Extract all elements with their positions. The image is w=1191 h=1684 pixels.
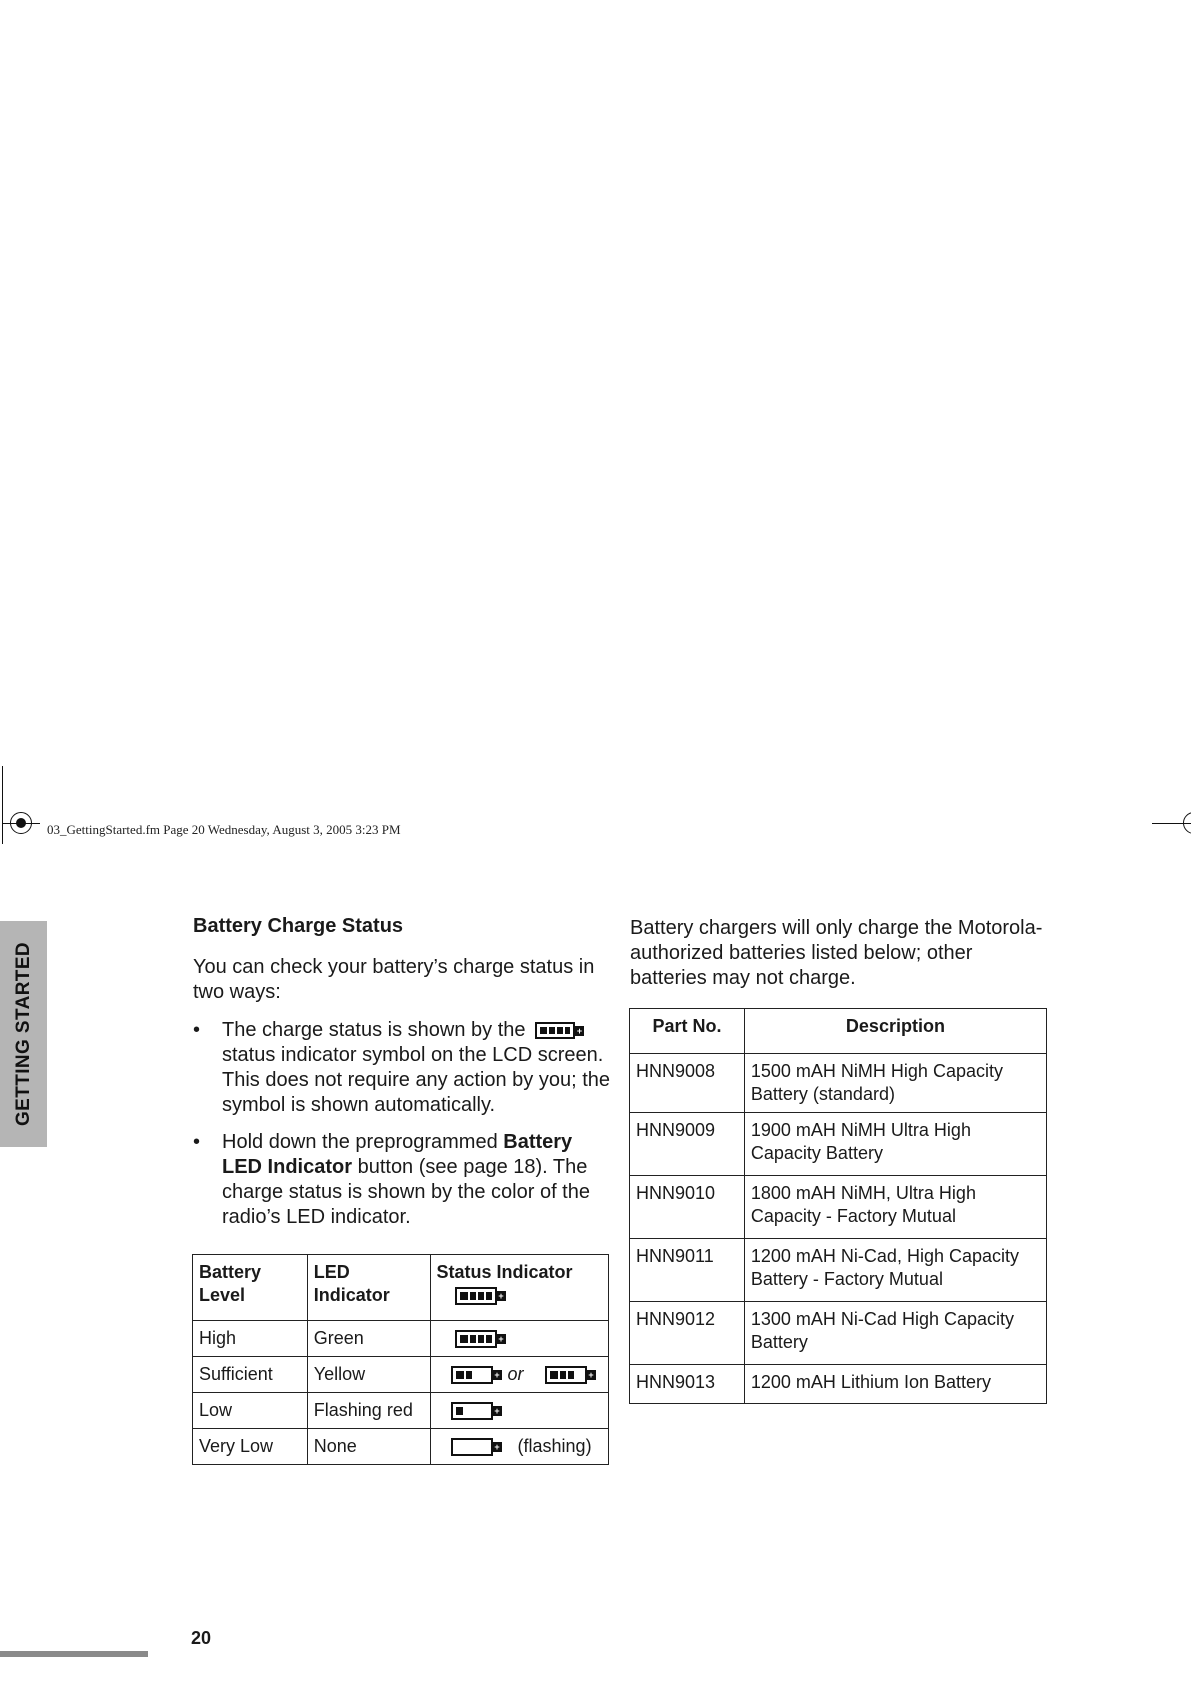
cell-desc: 1900 mAH NiMH Ultra High Capacity Battery: [744, 1113, 1046, 1176]
battery-low-icon: +: [451, 1402, 493, 1420]
table-row: [630, 1113, 1047, 1176]
cell-desc: 1800 mAH NiMH, Ultra High Capacity - Factory Mutual: [744, 1176, 1046, 1239]
table-header-row: [193, 1255, 609, 1321]
battery-three-quarter-icon: +: [545, 1366, 587, 1384]
bullet-item: [193, 1018, 613, 1118]
table-row: [193, 1357, 609, 1393]
bullet1-text-before: The charge status is shown by the: [222, 1019, 526, 1041]
bullet2-button-name: Battery LED Indicator: [222, 1131, 573, 1178]
col-header-level: Battery Level: [193, 1255, 308, 1321]
table-row: [630, 1302, 1047, 1365]
cell-level: High: [193, 1321, 308, 1357]
battery-empty-icon: +: [451, 1438, 493, 1456]
cell-level: Low: [193, 1393, 308, 1429]
col-header-description: Description: [744, 1009, 1046, 1054]
table-header-row: [630, 1009, 1047, 1054]
flashing-note: (flashing): [517, 1436, 592, 1456]
bullet-glyph: •: [193, 1019, 201, 1041]
cell-part: HNN9008: [630, 1054, 745, 1113]
table-row: [630, 1365, 1047, 1404]
battery-full-icon: +: [535, 1022, 575, 1039]
battery-status-table: [192, 1254, 609, 1465]
bullet-item: [193, 1130, 613, 1230]
cell-desc: 1300 mAH Ni-Cad High Capacity Battery: [744, 1302, 1046, 1365]
col-header-part: Part No.: [630, 1009, 745, 1054]
cell-status: [430, 1393, 608, 1429]
table-row: [630, 1054, 1047, 1113]
cell-status: [430, 1321, 608, 1357]
parts-table: [629, 1008, 1047, 1404]
table-row: [630, 1239, 1047, 1302]
table-row: [630, 1176, 1047, 1239]
bullet2-text-before: Hold down the preprogrammed: [222, 1131, 498, 1153]
cell-desc: 1200 mAH Ni-Cad, High Capacity Battery - Factory Mutual: [744, 1239, 1046, 1302]
cell-level: Very Low: [193, 1429, 308, 1465]
side-tab: [0, 921, 47, 1147]
footer-bar: [0, 1651, 148, 1657]
cell-led: Yellow: [307, 1357, 430, 1393]
cell-level: Sufficient: [193, 1357, 308, 1393]
side-tab-label: GETTING STARTED: [12, 941, 34, 1127]
intro-paragraph: You can check your battery’s charge status in two ways:: [193, 956, 595, 1003]
col-header-status: [430, 1255, 608, 1321]
col-header-led: LED Indicator: [307, 1255, 430, 1321]
cell-part: HNN9011: [630, 1239, 745, 1302]
bullet1-text-after: status indicator symbol on the LCD screen. This does not require any action by you; the symbol is shown automatically.: [222, 1044, 611, 1116]
battery-full-icon: +: [455, 1330, 497, 1348]
col-header-status-label: Status Indicator: [436, 1262, 573, 1282]
battery-half-icon: +: [451, 1366, 493, 1384]
cell-led: None: [307, 1429, 430, 1465]
cell-part: HNN9010: [630, 1176, 745, 1239]
crop-mark-left: [2, 766, 3, 844]
or-text: or: [507, 1364, 524, 1384]
cell-status: [430, 1429, 608, 1465]
page-number: 20: [191, 1628, 212, 1648]
chargers-paragraph: Battery chargers will only charge the Motorola-authorized batteries listed below; other batteries may not charge.: [630, 917, 1043, 989]
cell-part: HNN9009: [630, 1113, 745, 1176]
registration-mark-right-icon: [1183, 812, 1191, 834]
file-info: 03_GettingStarted.fm Page 20 Wednesday, August 3, 2005 3:23 PM: [47, 822, 401, 837]
table-row: [193, 1393, 609, 1429]
bullet-list: [193, 1018, 613, 1242]
table-row: [193, 1429, 609, 1465]
cell-desc: 1200 mAH Lithium Ion Battery: [744, 1365, 1046, 1404]
bullet2-text-after: button (see page 18). The charge status is shown by the color of the radio’s LED indicator.: [222, 1156, 590, 1228]
cell-part: HNN9012: [630, 1302, 745, 1365]
cell-part: HNN9013: [630, 1365, 745, 1404]
table-row: [193, 1321, 609, 1357]
battery-full-icon: +: [455, 1287, 497, 1305]
cell-desc: 1500 mAH NiMH High Capacity Battery (standard): [744, 1054, 1046, 1113]
cell-led: Flashing red: [307, 1393, 430, 1429]
cell-led: Green: [307, 1321, 430, 1357]
bullet-glyph: •: [193, 1131, 201, 1153]
registration-dot-icon: [16, 818, 26, 828]
section-heading: Battery Charge Status: [193, 915, 404, 937]
cell-status: [430, 1357, 608, 1393]
